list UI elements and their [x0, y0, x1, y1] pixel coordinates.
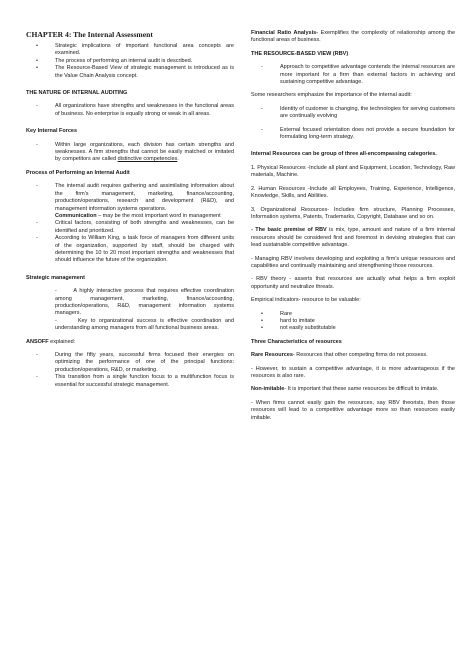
dash-marker: -: [55, 317, 78, 324]
researchers-item: - Identity of customer is changing, the technologies for serving customers are continually evolving: [261, 105, 455, 120]
rbv-item: - Approach to competitive advantage contends the internal resources are more important for a firm than external factors in achieving and sustaining competitive advantage.: [261, 64, 455, 86]
process-item: - According to William King, a task force of managers from different units of the organization, supported by staff, should be charged with determining the 10 to 20 most important strengths and weaknesses that should influence the future of the organization.: [36, 235, 234, 264]
left-column: [26, 30, 234, 389]
dash-marker: -: [36, 103, 38, 110]
intro-bullet: • The Resource-Based View of strategic management is introduced as is the Value Chain Analysis concept.: [36, 65, 234, 79]
bullet-icon: •: [261, 310, 263, 317]
empirical-paragraph: Empirical indicators- resource to be valuable:: [251, 297, 361, 304]
strategic-heading: Strategic management: [26, 274, 85, 281]
bullet-icon: •: [36, 57, 38, 64]
internal-resources-heading: Internal Resources can be group of three all-encompassing categories.: [251, 151, 437, 158]
managing-paragraph: - Managing RBV involves developing and exploiting a firm's unique resources and capabilities and continually maintaining and strengthening those resources.: [251, 255, 455, 269]
process-item: - Critical factors, consisting of both strengths and weaknesses, can be identified and prioritized.: [36, 220, 234, 234]
intro-bullet: • The process of performing an internal audit is described.: [36, 57, 193, 64]
resource-category: 3. Organizational Resources- Includes firm structure, Planning Processes, Information systems, Patents, Trademarks, Copyright, Database and so on.: [251, 206, 455, 220]
financial-ratio-paragraph: Financial Ratio Analysis- Exemplifies the complexity of relationship among the functional areas of business.: [251, 30, 456, 44]
strategic-item: - Key to organizational success is effective coordination and understanding among managers from all functional business areas.: [55, 317, 234, 332]
chapter-title: CHAPTER 4: The Internal Assessment: [26, 30, 153, 39]
dash-marker: -: [261, 126, 263, 133]
ansoff-item: - During the fifty years, successful firms focused their energies on optimizing the performance of one of the principal functions: production/operations, R&D, or marketing.: [36, 352, 234, 373]
resource-category: 1. Physical Resources -Include all plant and Equipment, Location, Technology, Raw materials, Machine.: [251, 164, 455, 179]
resource-category: 2. Human Resources -Include all Employees, Training, Experience, Intelligence, Knowledge, Skills, and Abilities.: [251, 185, 455, 200]
researchers-item: - External focused orientation does not provide a secure foundation for formulating long-term strategy.: [261, 126, 455, 141]
strategic-item: - A highly interactive process that requires effective coordination among management, marketing, finance/accounting, production/operations, R&D, management information systems managers.: [55, 288, 234, 317]
nature-item: - All organizations have strengths and weaknesses in the functional areas of business. No enterprise is equally strong or weak in all areas.: [36, 103, 234, 117]
theory-paragraph: - RBV theory - asserts that resources are actually what helps a firm exploit opportunity and neutralize threats.: [251, 276, 455, 290]
dash-marker: -: [36, 141, 38, 148]
rare-paragraph: Rare Resources- Resources that other competing firms do not possess.: [251, 352, 428, 359]
non-imitable-paragraph: Non-imitable- It is important that these same resources be difficult to imitate.: [251, 386, 439, 393]
empirical-item: • hard to imitate: [261, 317, 315, 324]
three-characteristics-heading: Three Characteristics of resources: [251, 338, 342, 345]
bullet-icon: •: [261, 317, 263, 324]
dash-marker: -: [36, 235, 38, 242]
nature-heading: THE NATURE OF INTERNAL AUDITING: [26, 90, 128, 97]
key-forces-heading: Key Internal Forces: [26, 128, 78, 135]
however-paragraph: - However, to sustain a competitive advantage, it is more advantageous if the resources is also rare.: [251, 365, 455, 379]
bullet-icon: •: [36, 65, 38, 72]
process-heading: Process of Performing an Internal Audit: [26, 169, 130, 176]
dash-marker: -: [36, 183, 38, 190]
dash-marker: -: [36, 220, 38, 227]
bullet-icon: •: [36, 43, 38, 49]
communication-note: Communication – may be the most important word in management: [55, 212, 221, 219]
dash-marker: -: [261, 105, 263, 112]
key-forces-item: - Within large organizations, each division has certain strengths and weaknesses. A firm strengths that cannot be easily matched or imitated by competitors are called distinctive competencies.: [36, 141, 234, 163]
empirical-item: • Rare: [261, 310, 292, 317]
dash-marker: -: [36, 374, 38, 381]
empirical-item: • not easily substitutable: [261, 325, 336, 332]
rbv-heading: THE RESOURCE-BASED VIEW (RBV): [251, 50, 349, 57]
intro-bullet: • Strategic implications of important functional area concepts are examined.: [36, 43, 234, 57]
ansoff-item: - This transition from a single function focus to a multifunction focus is essential for successful strategic management.: [36, 374, 234, 388]
right-column: [251, 30, 455, 422]
when-paragraph: - When firms cannot easily gain the resources, say RBV theorists, then those resources will lead to a competitive advantage more so than resources easily imitable.: [251, 399, 455, 421]
dash-marker: -: [261, 64, 263, 71]
dash-marker: -: [36, 352, 38, 358]
ansoff-heading: ANSOFF explained:: [26, 338, 76, 345]
distinctive-competencies-term: distinctive competencies: [117, 156, 178, 163]
bullet-icon: •: [261, 325, 263, 332]
researchers-paragraph: Some researchers emphasize the importance of the internal audit:: [251, 92, 412, 99]
dash-marker: -: [55, 288, 74, 295]
premise-paragraph: - The basic premise of RBV is mix, type, amount and nature of a firm internal resources should be considered first and foremost in devising strategies that can lead sustainable competitive advantage.: [251, 227, 455, 249]
process-item: - The internal audit requires gathering and assimilating information about the firm's management, marketing, finance/accounting, production/operations, research and development (R&D), and management information systems operations.: [36, 183, 234, 212]
